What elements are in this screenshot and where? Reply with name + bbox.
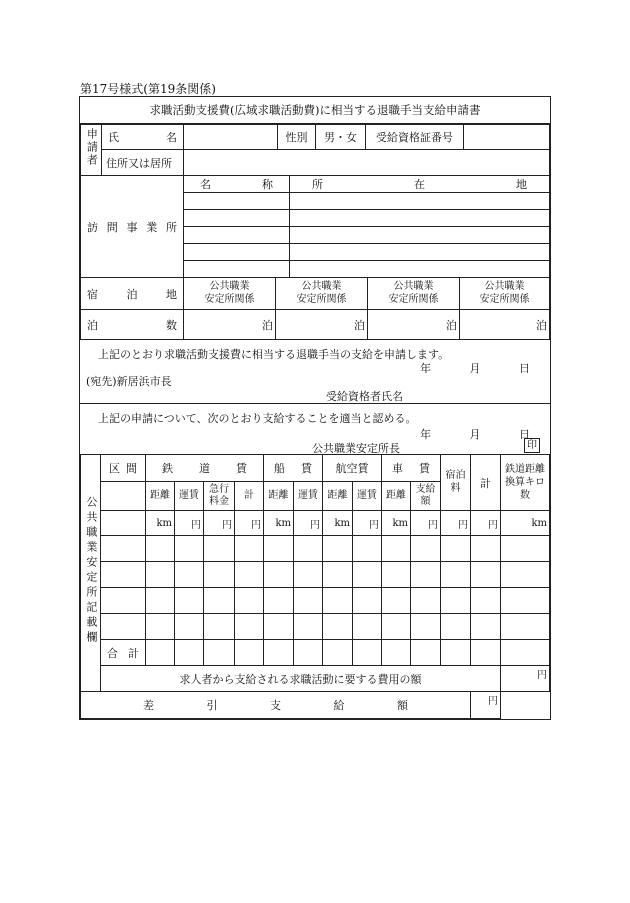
rail-distance-sub: 距離: [146, 482, 175, 511]
office-section-label: 公共職業安定所記載欄: [81, 455, 101, 692]
approval-date[interactable]: 年 月 日: [420, 428, 530, 441]
approval-block: [80, 403, 550, 455]
form-title: 求職活動支援費(広域求職活動費)に相当する退職手当支給申請書: [80, 97, 550, 124]
visit-location-field[interactable]: [290, 261, 550, 278]
gender-label: 性別: [278, 125, 316, 150]
air-fare-col: 航空賃: [323, 455, 382, 482]
total-col: 計: [471, 455, 501, 511]
visit-name-field[interactable]: [184, 193, 290, 210]
visit-name-field[interactable]: [184, 261, 290, 278]
table-row: [81, 536, 550, 562]
car-distance-sub: 距離: [382, 482, 411, 511]
office-relation-cell: 公共職業 安定所関係: [460, 278, 550, 310]
visit-location-field[interactable]: [290, 244, 550, 261]
rail-km-col: 鉄道距離換算キロ数: [501, 455, 550, 511]
unit-km[interactable]: km: [501, 511, 550, 536]
table-row: [81, 511, 550, 536]
rail-fare-col: 鉄 道 賃: [146, 455, 264, 482]
application-statement: 上記のとおり求職活動支援費に相当する退職手当の支給を申請します。: [98, 348, 450, 361]
nights-field[interactable]: 泊: [276, 310, 368, 340]
lodging-place-label: 宿 泊 地: [81, 278, 184, 310]
rail-total-sub: 計: [235, 482, 264, 511]
certificate-number-field[interactable]: [464, 125, 550, 150]
visit-location-field[interactable]: [290, 227, 550, 244]
applicant-section-label: 申請者: [81, 125, 102, 176]
unit-yen[interactable]: 円: [175, 511, 204, 536]
visit-name-field[interactable]: [184, 210, 290, 227]
section-field[interactable]: [101, 536, 146, 562]
unit-yen[interactable]: 円: [353, 511, 382, 536]
unit-yen[interactable]: 円: [235, 511, 264, 536]
name-field[interactable]: [184, 125, 278, 150]
visit-col-name: 名 称: [184, 176, 290, 193]
lodging-table: [80, 277, 550, 340]
unit-yen[interactable]: 円: [204, 511, 235, 536]
visit-location-field[interactable]: [290, 193, 550, 210]
director-label: 公共職業安定所長: [312, 442, 400, 455]
ship-distance-sub: 距離: [264, 482, 294, 511]
unit-yen[interactable]: 円: [441, 511, 471, 536]
gender-selector[interactable]: 男・女: [316, 125, 366, 150]
difference-label: 差 引 支 給 額: [81, 692, 471, 719]
ship-fare-sub: 運賃: [294, 482, 323, 511]
visits-section-label: 訪 問 事 業 所: [81, 176, 184, 278]
unit-km[interactable]: km: [264, 511, 294, 536]
section-field[interactable]: [101, 562, 146, 588]
unit-yen[interactable]: 円: [294, 511, 323, 536]
rail-fare-sub: 運賃: [175, 482, 204, 511]
unit-km[interactable]: km: [146, 511, 175, 536]
visit-name-field[interactable]: [184, 244, 290, 261]
address-label: 住所又は居所: [102, 150, 184, 176]
employer-amount-label: 求人者から支給される求職活動に要する費用の額: [101, 666, 501, 692]
seal-mark: 印: [524, 438, 540, 453]
visit-col-location: 所 在 地: [290, 176, 550, 193]
unit-yen[interactable]: 円: [471, 511, 501, 536]
approval-statement: 上記の申請について、次のとおり支給することを適当と認める。: [98, 412, 417, 425]
nights-field[interactable]: 泊: [460, 310, 550, 340]
air-distance-sub: 距離: [323, 482, 353, 511]
visit-location-field[interactable]: [290, 210, 550, 227]
table-row: [81, 588, 550, 614]
addressee: (宛先)新居浜市長: [86, 375, 172, 388]
office-relation-cell: 公共職業 安定所関係: [276, 278, 368, 310]
nights-field[interactable]: 泊: [368, 310, 460, 340]
form-number: 第17号様式(第19条関係): [80, 82, 216, 96]
section-field[interactable]: [101, 588, 146, 614]
section-field[interactable]: [101, 511, 146, 536]
difference-amount-field[interactable]: 円: [471, 692, 501, 719]
section-col-label: 区 間: [101, 455, 146, 482]
section-field[interactable]: [101, 614, 146, 640]
office-record-table: [80, 454, 550, 719]
unit-km[interactable]: km: [382, 511, 411, 536]
office-relation-cell: 公共職業 安定所関係: [184, 278, 276, 310]
lodging-fee-col: 宿泊料: [441, 455, 471, 511]
unit-km[interactable]: km: [323, 511, 353, 536]
nights-field[interactable]: 泊: [184, 310, 276, 340]
application-statement-block: [80, 339, 550, 403]
car-paid-sub: 支給額: [411, 482, 441, 511]
employer-amount-field[interactable]: 円: [501, 666, 550, 692]
total-row: [81, 640, 550, 666]
nights-label: 泊 数: [81, 310, 184, 340]
section-sub-empty: [101, 482, 146, 511]
name-label: 氏 名: [102, 125, 184, 150]
rail-express-sub: 急行料金: [204, 482, 235, 511]
certificate-number-label: 受給資格証番号: [366, 125, 464, 150]
applicant-signature-label: 受給資格者氏名: [326, 390, 403, 403]
application-form: [79, 96, 551, 720]
ship-fare-col: 船 賃: [264, 455, 323, 482]
car-fare-col: 車 賃: [382, 455, 441, 482]
applicant-table: [80, 124, 550, 176]
address-field[interactable]: [184, 150, 550, 176]
office-relation-cell: 公共職業 安定所関係: [368, 278, 460, 310]
total-row-label: 合 計: [101, 640, 146, 666]
visit-name-field[interactable]: [184, 227, 290, 244]
table-row: [81, 614, 550, 640]
air-fare-sub: 運賃: [353, 482, 382, 511]
unit-yen[interactable]: 円: [411, 511, 441, 536]
visits-table: [80, 175, 550, 278]
application-date[interactable]: 年 月 日: [420, 362, 530, 375]
table-row: [81, 562, 550, 588]
